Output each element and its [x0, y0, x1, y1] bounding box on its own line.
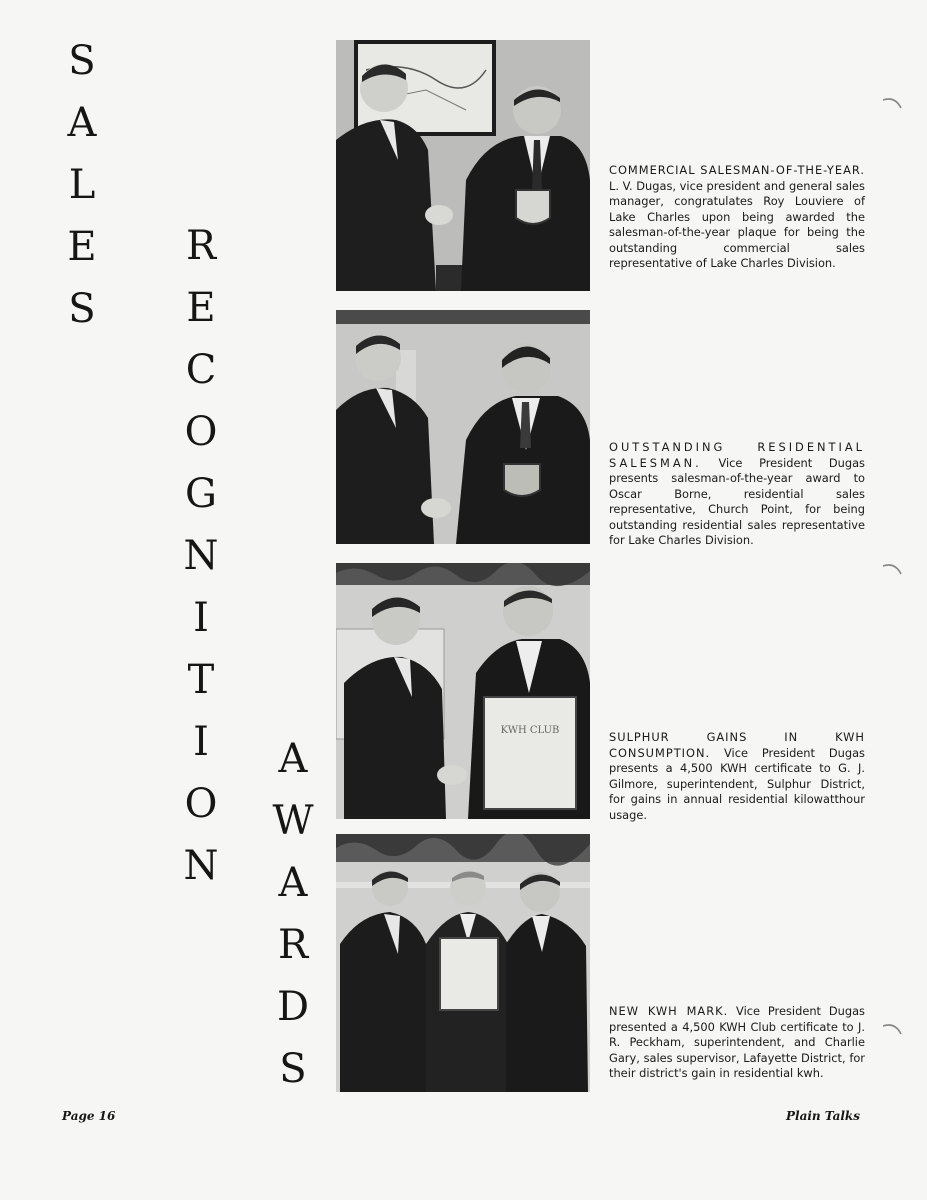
- title-word-recognition: [176, 215, 226, 897]
- title-letter: D: [276, 984, 310, 1030]
- caption-body: L. V. Dugas, vice president and general sales manager, congratulates Roy Louviere of Lake Charles upon being awarded the salesman-of-the-year plaque for being the outstanding commercial sales representative of Lake Charles Division.: [609, 178, 865, 270]
- caption-new-kwh-mark: [609, 1004, 865, 1082]
- title-letter: N: [183, 533, 219, 579]
- title-letter: N: [183, 843, 219, 889]
- title-letter: R: [185, 223, 217, 269]
- title-letter: O: [184, 409, 218, 455]
- photo-sulphur-certificate: [336, 563, 590, 819]
- caption-commercial-salesman: [609, 163, 865, 272]
- title-letter: I: [193, 595, 209, 641]
- title-letter: I: [193, 719, 209, 765]
- page-number: Page 16: [62, 1109, 116, 1123]
- title-letter: S: [279, 1046, 307, 1092]
- title-letter: E: [67, 224, 97, 270]
- caption-residential-salesman: [609, 440, 865, 549]
- title-letter: W: [272, 798, 314, 844]
- binder-hole-mark: [881, 1020, 905, 1044]
- photo-residential-salesman: [336, 310, 590, 544]
- caption-sulphur-gains: [609, 730, 865, 823]
- title-letter: T: [187, 657, 215, 703]
- title-letter: G: [185, 471, 217, 517]
- caption-body: Vice President Dugas presents salesman-of-the-year award to Oscar Borne, residential sales representative, Church Point, for being outstanding residential sales representative for Lake Charles Division.: [609, 455, 865, 547]
- caption-lead: NEW KWH MARK.: [609, 1004, 729, 1018]
- title-letter: O: [184, 781, 218, 827]
- title-letter: A: [67, 100, 97, 146]
- title-letter: S: [68, 38, 96, 84]
- binder-hole-mark: [881, 94, 905, 118]
- certificate-text: KWH CLUB: [500, 725, 560, 736]
- title-letter: L: [68, 162, 96, 208]
- publication-title: Plain Talks: [785, 1109, 860, 1123]
- caption-lead: COMMERCIAL SALESMAN-OF-THE-YEAR.: [609, 163, 865, 177]
- photo-new-kwh-mark: [336, 834, 590, 1092]
- caption-lead: OUTSTANDING RESIDENTIAL SALESMAN.: [609, 440, 865, 470]
- title-letter: C: [185, 347, 217, 393]
- title-word-sales: [60, 30, 104, 340]
- title-word-awards: [266, 728, 320, 1100]
- title-letter: S: [68, 286, 96, 332]
- caption-body: Vice President Dugas presents a 4,500 KWH certificate to G. J. Gilmore, superintendent, Sulphur District, for gains in annual residential kilowatthour usage.: [609, 745, 865, 822]
- title-letter: A: [278, 736, 308, 782]
- photo-commercial-salesman: [336, 40, 590, 291]
- title-letter: A: [278, 860, 308, 906]
- caption-body: Vice President Dugas presented a 4,500 KWH Club certificate to J. R. Peckham, superintendent, and Charlie Gary, sales supervisor, Lafayette District, for their district's gain in residential kwh.: [609, 1004, 865, 1080]
- title-letter: E: [186, 285, 216, 331]
- binder-hole-mark: [881, 560, 905, 584]
- caption-lead: SULPHUR GAINS IN KWH CONSUMPTION.: [609, 730, 865, 760]
- title-letter: R: [277, 922, 309, 968]
